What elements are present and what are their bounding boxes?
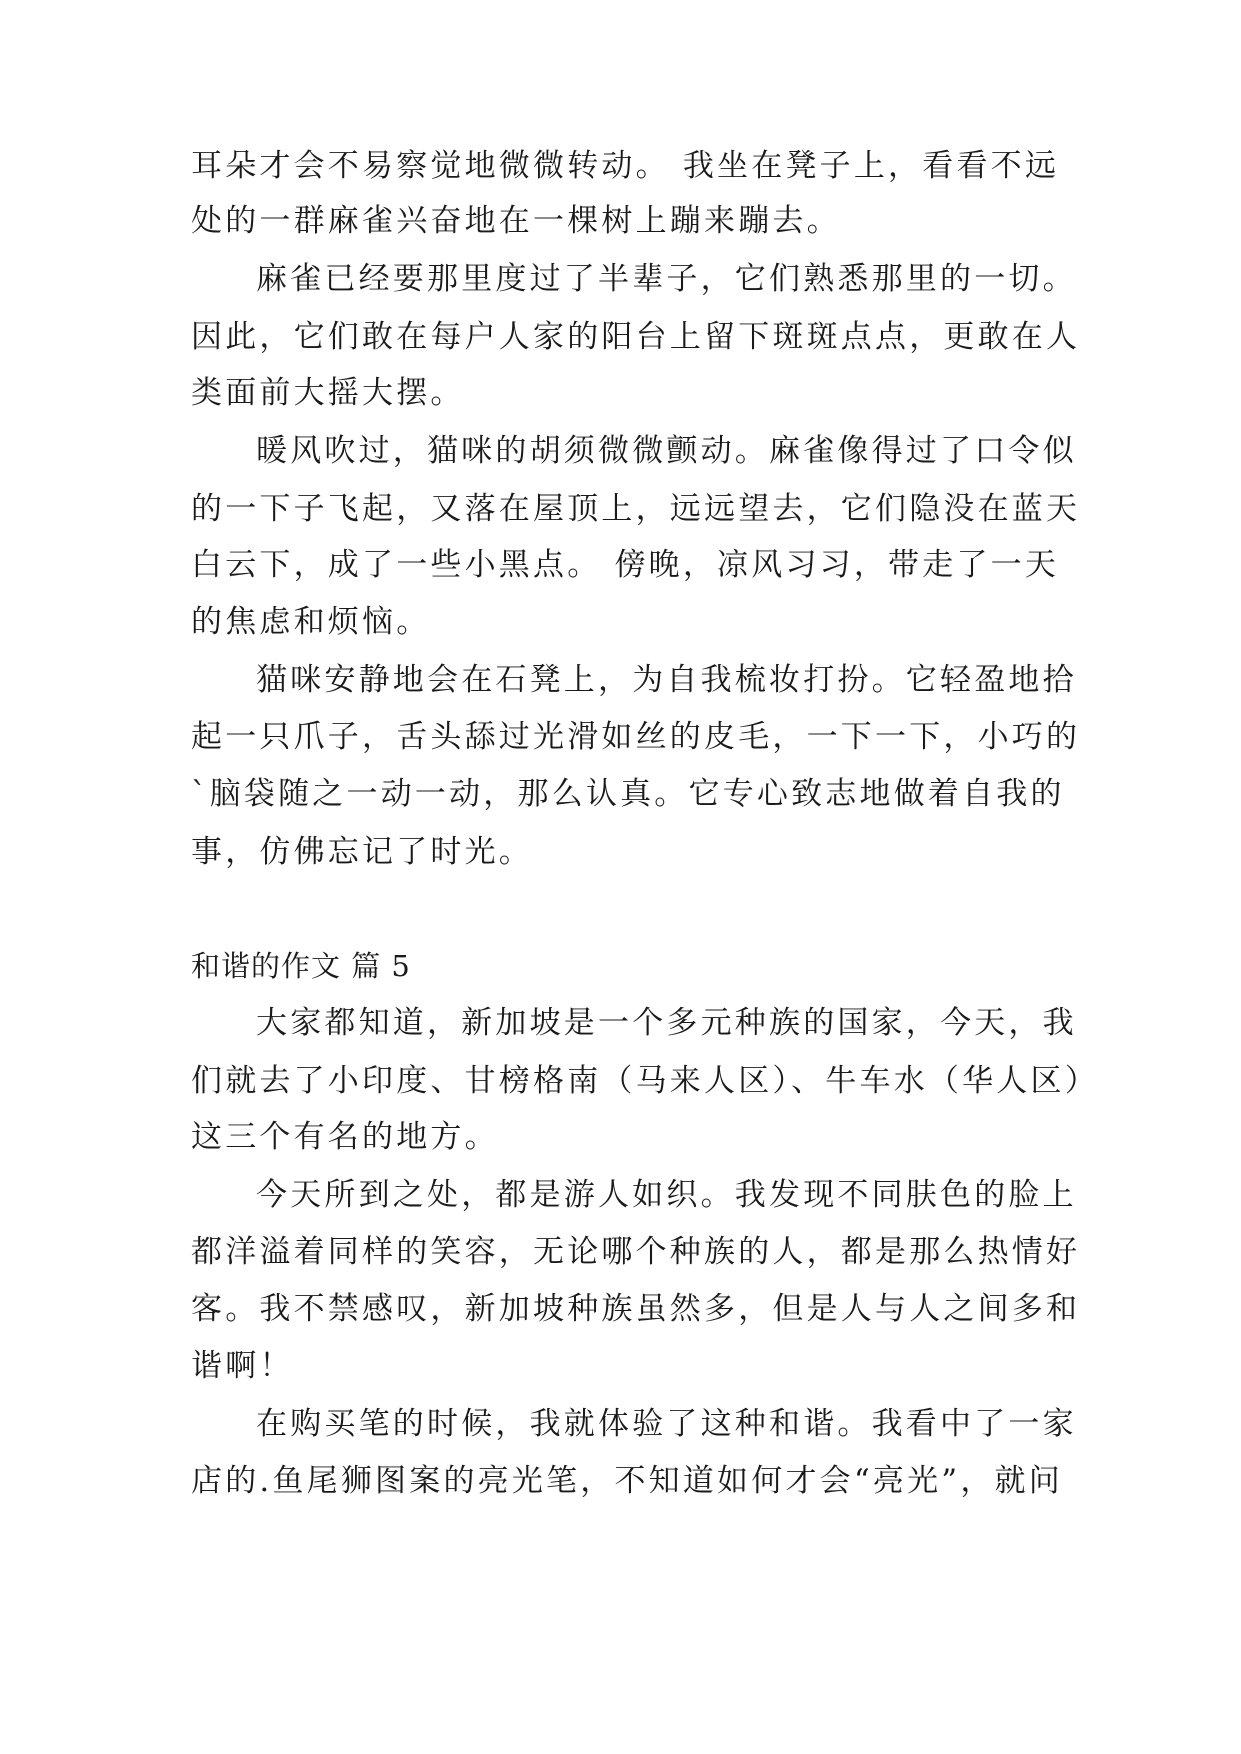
text-line: 客。我不禁感叹，新加坡种族虽然多，但是人与人之间多和: [191, 1291, 1081, 1327]
text-line: `脑袋随之一动一动，那么认真。它专心致志地做着自我的: [191, 776, 1065, 812]
text-line: 大家都知道，新加坡是一个多元种族的国家，今天，我: [256, 1005, 1077, 1041]
section-heading: 和谐的作文 篇 5: [191, 949, 411, 983]
text-line: 都洋溢着同样的笑容，无论哪个种族的人，都是那么热情好: [191, 1234, 1081, 1270]
text-line: 的焦虑和烦恼。: [191, 604, 431, 640]
text-line: 类面前大摇大摆。: [191, 375, 465, 411]
text-line: 麻雀已经要那里度过了半辈子，它们熟悉那里的一切。: [256, 261, 1077, 297]
text-line: 今天所到之处，都是游人如织。我发现不同肤色的脸上: [256, 1177, 1077, 1213]
text-line: 事，仿佛忘记了时光。: [191, 834, 533, 870]
text-line: 猫咪安静地会在石凳上，为自我梳妆打扮。它轻盈地拾: [256, 662, 1077, 698]
text-line: 耳朵才会不易察觉地微微转动。 我坐在凳子上，看看不远: [191, 148, 1060, 184]
text-line: 白云下，成了一些小黑点。 傍晚，凉风习习，带走了一天: [191, 547, 1060, 583]
text-line: 处的一群麻雀兴奋地在一棵树上蹦来蹦去。: [191, 203, 841, 239]
text-line: 们就去了小印度、甘榜格南（马来人区）、牛车水（华人区）: [191, 1063, 1099, 1099]
text-line: 在购买笔的时候，我就体验了这种和谐。我看中了一家: [256, 1406, 1077, 1442]
text-line: 起一只爪子，舌头舔过光滑如丝的皮毛，一下一下，小巧的: [191, 719, 1081, 755]
text-line: 因此，它们敢在每户人家的阳台上留下斑斑点点，更敢在人: [191, 319, 1081, 355]
text-line: 这三个有名的地方。: [191, 1119, 499, 1155]
text-line: 店的.鱼尾狮图案的亮光笔，不知道如何才会“亮光”，就问: [191, 1463, 1063, 1499]
text-line: 谐啊！: [191, 1348, 294, 1384]
text-line: 暖风吹过，猫咪的胡须微微颤动。麻雀像得过了口令似: [256, 433, 1077, 469]
text-line: 的一下子飞起，又落在屋顶上，远远望去，它们隐没在蓝天: [191, 491, 1081, 527]
